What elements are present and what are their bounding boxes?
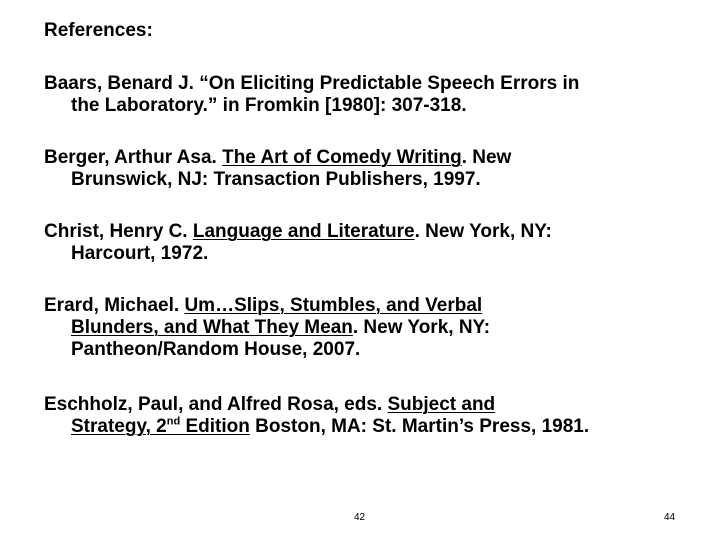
reference-line: the Laboratory.” in Fromkin [1980]: 307-318. bbox=[71, 95, 467, 116]
reference-christ bbox=[44, 221, 704, 265]
reference-line bbox=[44, 416, 704, 438]
reference-line bbox=[44, 147, 704, 169]
reference-line: Brunswick, NJ: Transaction Publishers, 1997. bbox=[71, 169, 481, 190]
reference-line bbox=[44, 317, 704, 339]
reference-line bbox=[44, 221, 704, 243]
reference-line: Baars, Benard J. “On Eliciting Predictable Speech Errors in bbox=[44, 73, 580, 94]
title-text: Edition bbox=[180, 416, 250, 437]
references-heading: References: bbox=[44, 20, 153, 41]
author-text: Berger, Arthur Asa. bbox=[44, 147, 223, 168]
book-title: Blunders, and What They Mean bbox=[71, 317, 353, 338]
author-text: Eschholz, Paul, and Alfred Rosa, eds. bbox=[44, 394, 388, 415]
reference-erard bbox=[44, 295, 704, 361]
book-title: The Art of Comedy Writing bbox=[222, 147, 462, 168]
author-text: Christ, Henry C. bbox=[44, 221, 193, 242]
book-title: Language and Literature bbox=[192, 221, 415, 242]
author-text: Erard, Michael. bbox=[44, 295, 185, 316]
publication-text: . New York, NY: bbox=[352, 317, 491, 338]
ordinal-superscript: nd bbox=[166, 415, 181, 428]
reference-eschholz bbox=[44, 394, 704, 438]
slide-number: 42 bbox=[354, 512, 366, 523]
reference-line: Harcourt, 1972. bbox=[71, 243, 209, 264]
publication-text: . New bbox=[461, 147, 512, 168]
book-title: Subject and bbox=[387, 394, 496, 415]
reference-line bbox=[44, 394, 704, 416]
reference-baars bbox=[44, 73, 704, 117]
book-title bbox=[71, 416, 250, 437]
publication-text: Boston, MA: St. Martin’s Press, 1981. bbox=[249, 416, 590, 437]
reference-line bbox=[44, 295, 704, 317]
title-text: Strategy, 2 bbox=[71, 416, 167, 437]
book-title: Um…Slips, Stumbles, and Verbal bbox=[184, 295, 483, 316]
publication-text: . New York, NY: bbox=[414, 221, 552, 242]
page-number: 44 bbox=[664, 512, 676, 523]
reference-line: Pantheon/Random House, 2007. bbox=[71, 339, 361, 360]
reference-berger bbox=[44, 147, 704, 191]
